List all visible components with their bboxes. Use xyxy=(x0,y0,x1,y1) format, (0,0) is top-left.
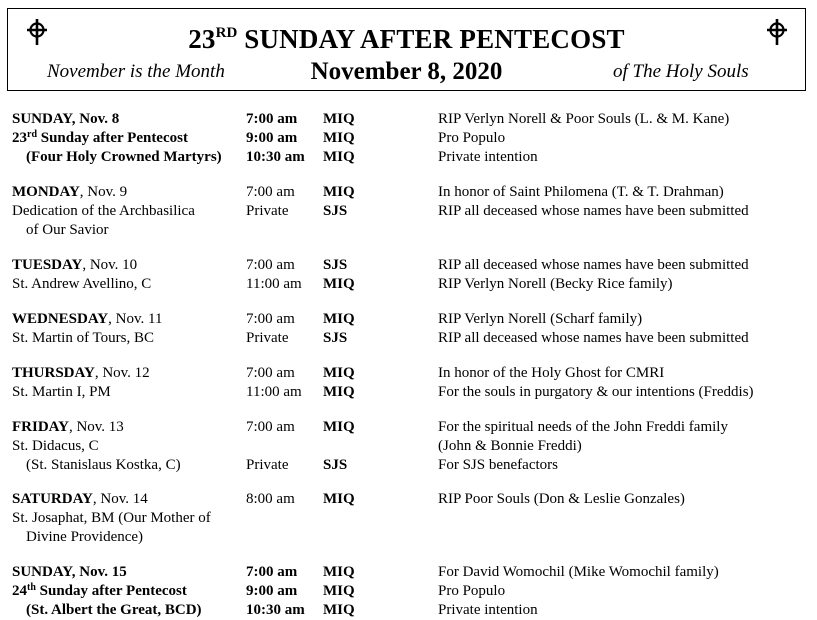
mass-time: 7:00 am xyxy=(246,365,295,381)
location-code: SJS xyxy=(323,203,348,219)
commemoration: (St. Stanislaus Kostka, C) xyxy=(26,457,181,473)
mass-intention: RIP all deceased whose names have been submitted xyxy=(438,257,749,273)
feast-title-continued: Divine Providence) xyxy=(26,529,144,545)
location-code: MIQ xyxy=(323,583,355,599)
feast-title: St. Martin of Tours, BC xyxy=(12,330,155,346)
cross-icon xyxy=(765,18,789,46)
commemoration: (Four Holy Crowned Martyrs) xyxy=(26,149,222,165)
day-name: MONDAY, Nov. 9 xyxy=(12,184,128,200)
mass-intention: RIP Verlyn Norell & Poor Souls (L. & M. Kane) xyxy=(438,111,730,127)
mass-intention: For SJS benefactors xyxy=(438,457,558,473)
mass-time: Private xyxy=(246,203,289,219)
location-code: MIQ xyxy=(323,419,355,435)
day-name: SATURDAY, Nov. 14 xyxy=(12,491,148,507)
mass-time: 10:30 am xyxy=(246,149,305,165)
feast-title: 23rd Sunday after Pentecost xyxy=(12,129,188,146)
mass-intention: Pro Populo xyxy=(438,583,506,599)
mass-intention: In honor of the Holy Ghost for CMRI xyxy=(438,365,665,381)
mass-intention: RIP all deceased whose names have been submitted xyxy=(438,330,749,346)
location-code: MIQ xyxy=(323,276,355,292)
mass-time: 9:00 am xyxy=(246,130,298,146)
mass-intention: RIP Verlyn Norell (Becky Rice family) xyxy=(438,276,673,292)
page-title: 23RD SUNDAY AFTER PENTECOST xyxy=(188,24,625,54)
location-code: MIQ xyxy=(323,149,355,165)
location-code: SJS xyxy=(323,330,348,346)
feast-title: Dedication of the Archbasilica xyxy=(12,203,195,219)
mass-intention: Private intention xyxy=(438,602,538,618)
mass-intention: RIP all deceased whose names have been submitted xyxy=(438,203,749,219)
day-name: SUNDAY, Nov. 15 xyxy=(12,564,127,580)
mass-intention: Pro Populo xyxy=(438,130,506,146)
commemoration: (St. Albert the Great, BCD) xyxy=(26,602,202,618)
day-name: THURSDAY, Nov. 12 xyxy=(12,365,150,381)
location-code: MIQ xyxy=(323,384,355,400)
feast-title: St. Andrew Avellino, C xyxy=(12,276,152,292)
feast-title: St. Josaphat, BM (Our Mother of xyxy=(12,510,211,526)
mass-intention: RIP Verlyn Norell (Scharf family) xyxy=(438,311,643,327)
mass-intention: For the spiritual needs of the John Freddi family xyxy=(438,419,728,435)
day-name: SUNDAY, Nov. 8 xyxy=(12,111,120,127)
day-name: FRIDAY, Nov. 13 xyxy=(12,419,124,435)
mass-intention: Private intention xyxy=(438,149,538,165)
location-code: SJS xyxy=(323,457,348,473)
feast-title: St. Didacus, C xyxy=(12,438,99,454)
day-name: TUESDAY, Nov. 10 xyxy=(12,257,138,273)
mass-time: 11:00 am xyxy=(246,276,302,292)
mass-intention: For David Womochil (Mike Womochil family) xyxy=(438,564,719,580)
mass-time: 9:00 am xyxy=(246,583,298,599)
mass-time: 8:00 am xyxy=(246,491,295,507)
month-dedication-left: November is the Month xyxy=(47,61,225,82)
mass-intention: For the souls in purgatory & our intentions (Freddis) xyxy=(438,384,754,400)
location-code: SJS xyxy=(323,257,348,273)
mass-time: Private xyxy=(246,330,289,346)
mass-time: 7:00 am xyxy=(246,111,298,127)
location-code: MIQ xyxy=(323,184,355,200)
location-code: MIQ xyxy=(323,311,355,327)
mass-time: 10:30 am xyxy=(246,602,305,618)
location-code: MIQ xyxy=(323,491,355,507)
mass-time: Private xyxy=(246,457,289,473)
location-code: MIQ xyxy=(323,602,355,618)
mass-intention: In honor of Saint Philomena (T. & T. Drahman) xyxy=(438,184,724,200)
feast-title: St. Martin I, PM xyxy=(12,384,111,400)
location-code: MIQ xyxy=(323,111,355,127)
mass-time: 7:00 am xyxy=(246,564,298,580)
month-dedication-right: of The Holy Souls xyxy=(613,61,749,82)
feast-title-continued: of Our Savior xyxy=(26,222,109,238)
bulletin-date: November 8, 2020 xyxy=(310,58,503,85)
bulletin-header xyxy=(7,8,806,91)
location-code: MIQ xyxy=(323,564,355,580)
feast-title: 24th Sunday after Pentecost xyxy=(12,582,187,599)
mass-intention-continued: (John & Bonnie Freddi) xyxy=(438,438,582,454)
location-code: MIQ xyxy=(323,365,355,381)
day-name: WEDNESDAY, Nov. 11 xyxy=(12,311,163,327)
mass-intention: RIP Poor Souls (Don & Leslie Gonzales) xyxy=(438,491,685,507)
mass-time: 7:00 am xyxy=(246,257,295,273)
location-code: MIQ xyxy=(323,130,355,146)
mass-time: 7:00 am xyxy=(246,311,295,327)
mass-time: 7:00 am xyxy=(246,419,295,435)
mass-time: 11:00 am xyxy=(246,384,302,400)
mass-time: 7:00 am xyxy=(246,184,295,200)
